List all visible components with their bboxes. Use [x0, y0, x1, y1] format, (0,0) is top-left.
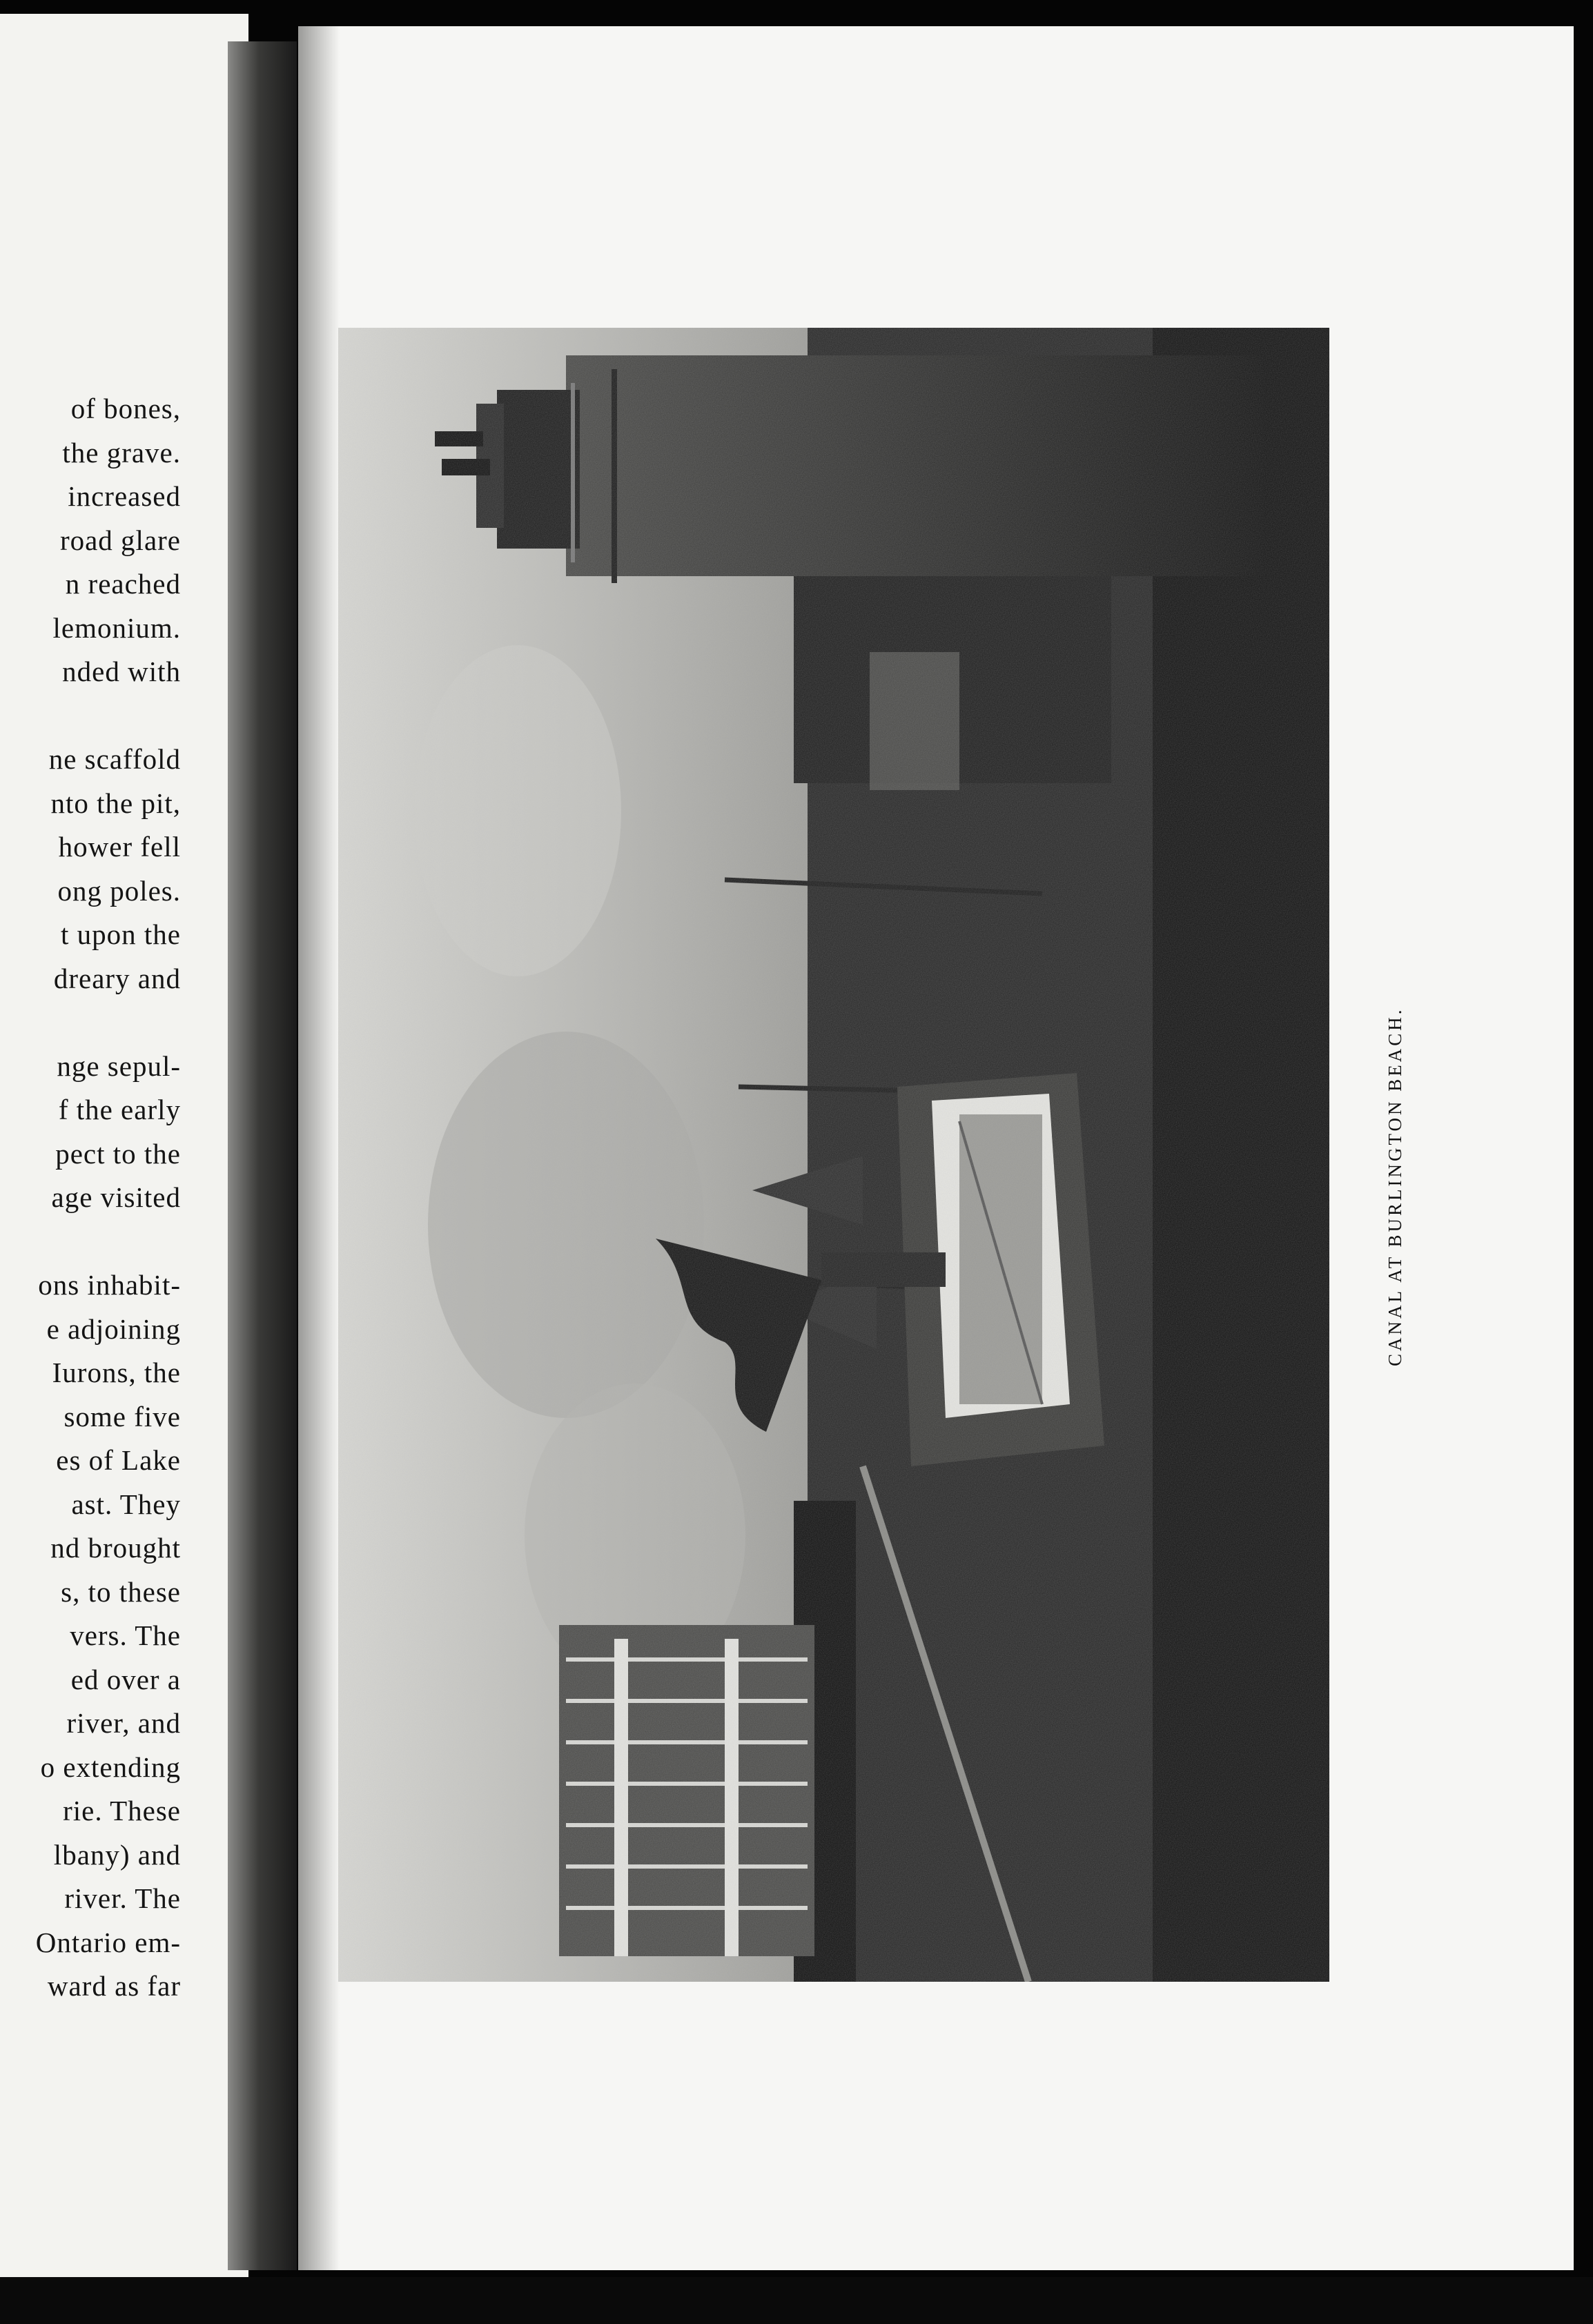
left-facing-page: [0, 14, 248, 2284]
book-gutter: [228, 41, 297, 2270]
left-page-text-line: nded with: [62, 656, 181, 687]
scan-border: [0, 2277, 1593, 2324]
left-page-text-line: vers. The: [70, 1619, 181, 1651]
left-page-text-line: dreary and: [53, 963, 181, 994]
left-page-text-line: ed over a: [70, 1664, 181, 1695]
left-page-text-line: pect to the: [55, 1138, 181, 1170]
left-page-text-line: ons inhabit-: [38, 1269, 181, 1301]
left-page-text-line: Iurons, the: [52, 1357, 181, 1388]
left-page-text-line: some five: [63, 1401, 181, 1432]
left-page-text-line: increased: [68, 480, 181, 512]
left-page-text-line: hower fell: [58, 831, 181, 863]
left-page-text-line: ast. They: [71, 1488, 181, 1520]
left-page-text-line: lemonium.: [52, 612, 181, 644]
plate-caption: CANAL AT BURLINGTON BEACH.: [1385, 1007, 1405, 1366]
left-page-text-line: lbany) and: [53, 1839, 181, 1871]
left-page-text-line: ward as far: [47, 1970, 181, 2002]
left-page-text-line: f the early: [58, 1094, 181, 1125]
left-page-text-line: nge sepul-: [57, 1050, 181, 1082]
left-page-text-line: river, and: [66, 1707, 181, 1739]
left-page-text-line: road glare: [59, 524, 181, 556]
left-page-text-line: age visited: [51, 1181, 181, 1213]
left-page-text-line: the grave.: [62, 437, 181, 469]
halftone-photograph: [338, 328, 1329, 1982]
left-page-text-line: ong poles.: [57, 875, 181, 907]
left-page-text-line: of bones,: [70, 393, 181, 424]
left-page-text-column: [0, 393, 181, 2049]
left-page-text-line: nto the pit,: [50, 787, 181, 819]
left-page-text-line: s, to these: [61, 1576, 181, 1608]
page-shadow: [298, 26, 340, 2270]
left-page-text-line: Ontario em-: [35, 1927, 181, 1958]
left-page-text-line: t upon the: [61, 918, 181, 950]
left-page-text-line: nd brought: [50, 1532, 181, 1564]
left-page-text-line: ne scaffold: [48, 743, 181, 775]
left-page-text-line: river. The: [64, 1882, 181, 1914]
left-page-text-line: rie. These: [63, 1795, 181, 1826]
photo-plate: [338, 328, 1329, 1982]
left-page-text-line: e adjoining: [46, 1313, 181, 1345]
left-page-text-line: o extending: [40, 1751, 181, 1783]
left-page-text-line: n reached: [65, 568, 181, 600]
left-page-text-line: es of Lake: [56, 1444, 181, 1476]
